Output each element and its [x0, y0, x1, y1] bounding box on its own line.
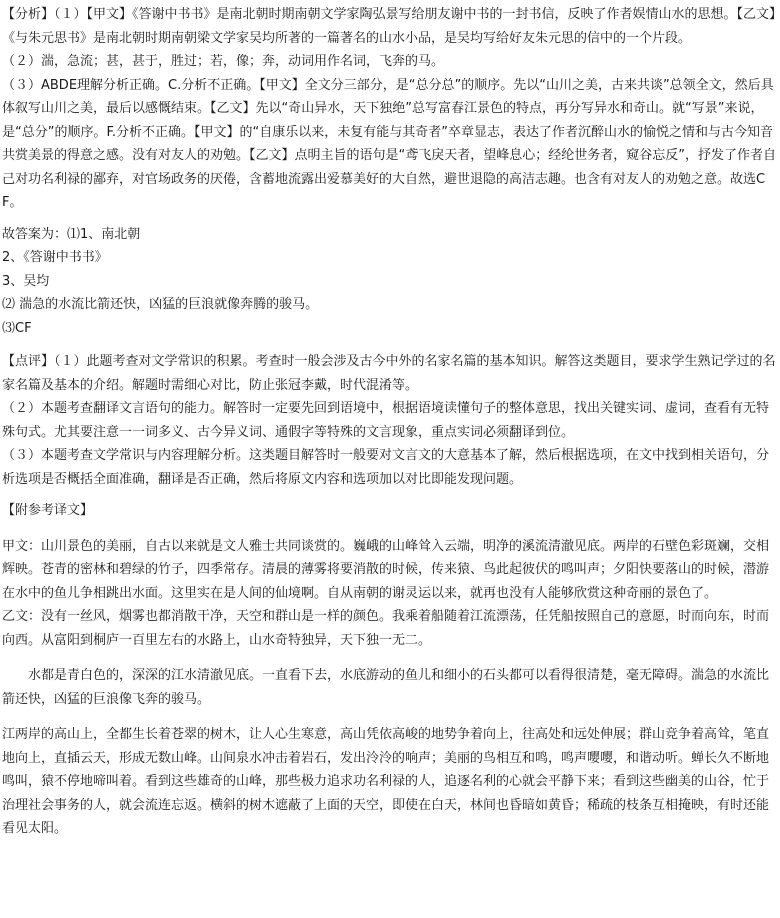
comment-paragraph-2: （２）本题考查翻译文言语句的能力。解答时一定要先回到语境中，根据语境读懂句子的整体意思，找出关键实词、虚词，查看有无特殊句式。尤其要注意一一词多义、古今异义词、通假字等特殊的文言现象，重点实词必须翻译到位。	[2, 401, 770, 440]
answer-line-3: 3、吴均	[2, 273, 50, 289]
answer-line-4: ⑵ 湍急的水流比箭还快，凶猛的巨浪就像奔腾的骏马。	[2, 297, 319, 312]
analysis-paragraph-1: 【分析】（１）【甲文】《答谢中书书》是南北朝时期南朝文学家陶弘景写给朋友谢中书的一封书信，反映了作者娱情山水的思想。【乙文】《与朱元思书》是南北朝时期南朝梁文学家吴均所著的一篇著名的山水小品，是吴均写给好友朱元思的信中的一个片段。	[2, 7, 776, 46]
reference-title: 【附参考译文】	[2, 503, 94, 518]
reference-section	[2, 499, 776, 841]
comment-paragraph-1: 【点评】（１）此题考查对文学常识的积累。考查时一般会涉及古今中外的名家名篇的基本知识。解答这类题目，要求学生熟记学过的名家名篇及基本的介绍。解题时需细心对比，防止张冠李戴，时代混淆等。	[2, 354, 776, 393]
reference-paragraph-2: 乙文：没有一丝风，烟雾也都消散干净，天空和群山是一样的颜色。我乘着船随着江流漂荡，任凭船按照自己的意愿，时而向东，时而向西。从富阳到桐庐一百里左右的水路上，山水奇特独异，天下独一无二。	[2, 609, 770, 648]
answer-section	[2, 223, 776, 341]
analysis-paragraph-3: （３）ABDE理解分析正确。C.分析不正确。【甲文】全文分三部分，是“总分总”的顺序。先以“山川之美，古来共谈”总领全文，然后具体叙写山川之美，最后以感慨结束。【乙文】先以“奇山异水，天下独绝”总写富春江景色的特点，再分写异水和奇山。就“写景”来说，是“总分”的顺序。F.分析不正确。【甲文】的“自康乐以来，未复有能与其奇者”卒章显志，表达了作者沉醉山水的愉悦之情和与古今知音共赏美景的得意之感。没有对友人的劝勉。【乙文】点明主旨的语句是“鸢飞戾天者，望峰息心；经纶世务者，窥谷忘反”，抒发了作者自己对功名利禄的鄙弃，对官场政务的厌倦，含蓄地流露出爱慕美好的大自然，避世退隐的高洁志趣。也含有对友人的劝勉之意。故选CF。	[2, 77, 776, 210]
answer-line-2: 2、《答谢中书书》	[2, 250, 108, 265]
reference-paragraph-3: 水都是青白色的，深深的江水清澈见底。一直看下去，水底游动的鱼儿和细小的石头都可以看得很清楚，毫无障碍。湍急的水流比箭还快，凶猛的巨浪像飞奔的骏马。	[2, 668, 770, 707]
reference-paragraph-4: 江两岸的高山上，全都生长着苍翠的树木，让人心生寒意，高山凭依高峻的地势争着向上，往高处和远处伸展；群山竞争着高耸，笔直地向上，直插云天，形成无数山峰。山间泉水冲击着岩石，发出泠泠的响声；美丽的鸟相互和鸣，鸣声嘤嘤，和谐动听。蝉长久不断地鸣叫，猿不停地啼叫着。看到这些雄奇的山峰，那些极力追求功名利禄的人，追逐名利的心就会平静下来；看到这些幽美的山谷，忙于治理社会事务的人，就会流连忘返。横斜的树木遮蔽了上面的天空，即使在白天，林间也昏暗如黄昏；稀疏的枝条互相掩映，有时还能看见太阳。	[2, 727, 770, 836]
reference-paragraph-1: 甲文：山川景色的美丽，自古以来就是文人雅士共同谈赏的。巍峨的山峰耸入云端，明净的溪流清澈见底。两岸的石壁色彩斑斓，交相辉映。苍青的密林和碧绿的竹子，四季常存。清晨的薄雾将要消散的时候，传来猿、鸟此起彼伏的鸣叫声；夕阳快要落山的时候，潜游在水中的鱼儿争相跳出水面。这里实在是人间的仙境啊。自从南朝的谢灵运以来，就再也没有人能够欣赏这种奇丽的景色了。	[2, 538, 770, 601]
analysis-section	[2, 0, 776, 215]
analysis-paragraph-2: （２）湍，急流；甚，甚于，胜过；若，像；奔，动词用作名词，飞奔的马。	[2, 54, 445, 69]
answer-line-5: ⑶CF	[2, 320, 32, 336]
comment-section	[2, 350, 776, 491]
comment-paragraph-3: （３）本题考查文学常识与内容理解分析。这类题目解答时一般要对文言文的大意基本了解，然后根据选项，在文中找到相关语句，分析选项是否概括全面准确，翻译是否正确，然后将原文内容和选项加以对比即能发现问题。	[2, 448, 770, 487]
answer-line-1: 故答案为：⑴1、南北朝	[2, 226, 141, 242]
